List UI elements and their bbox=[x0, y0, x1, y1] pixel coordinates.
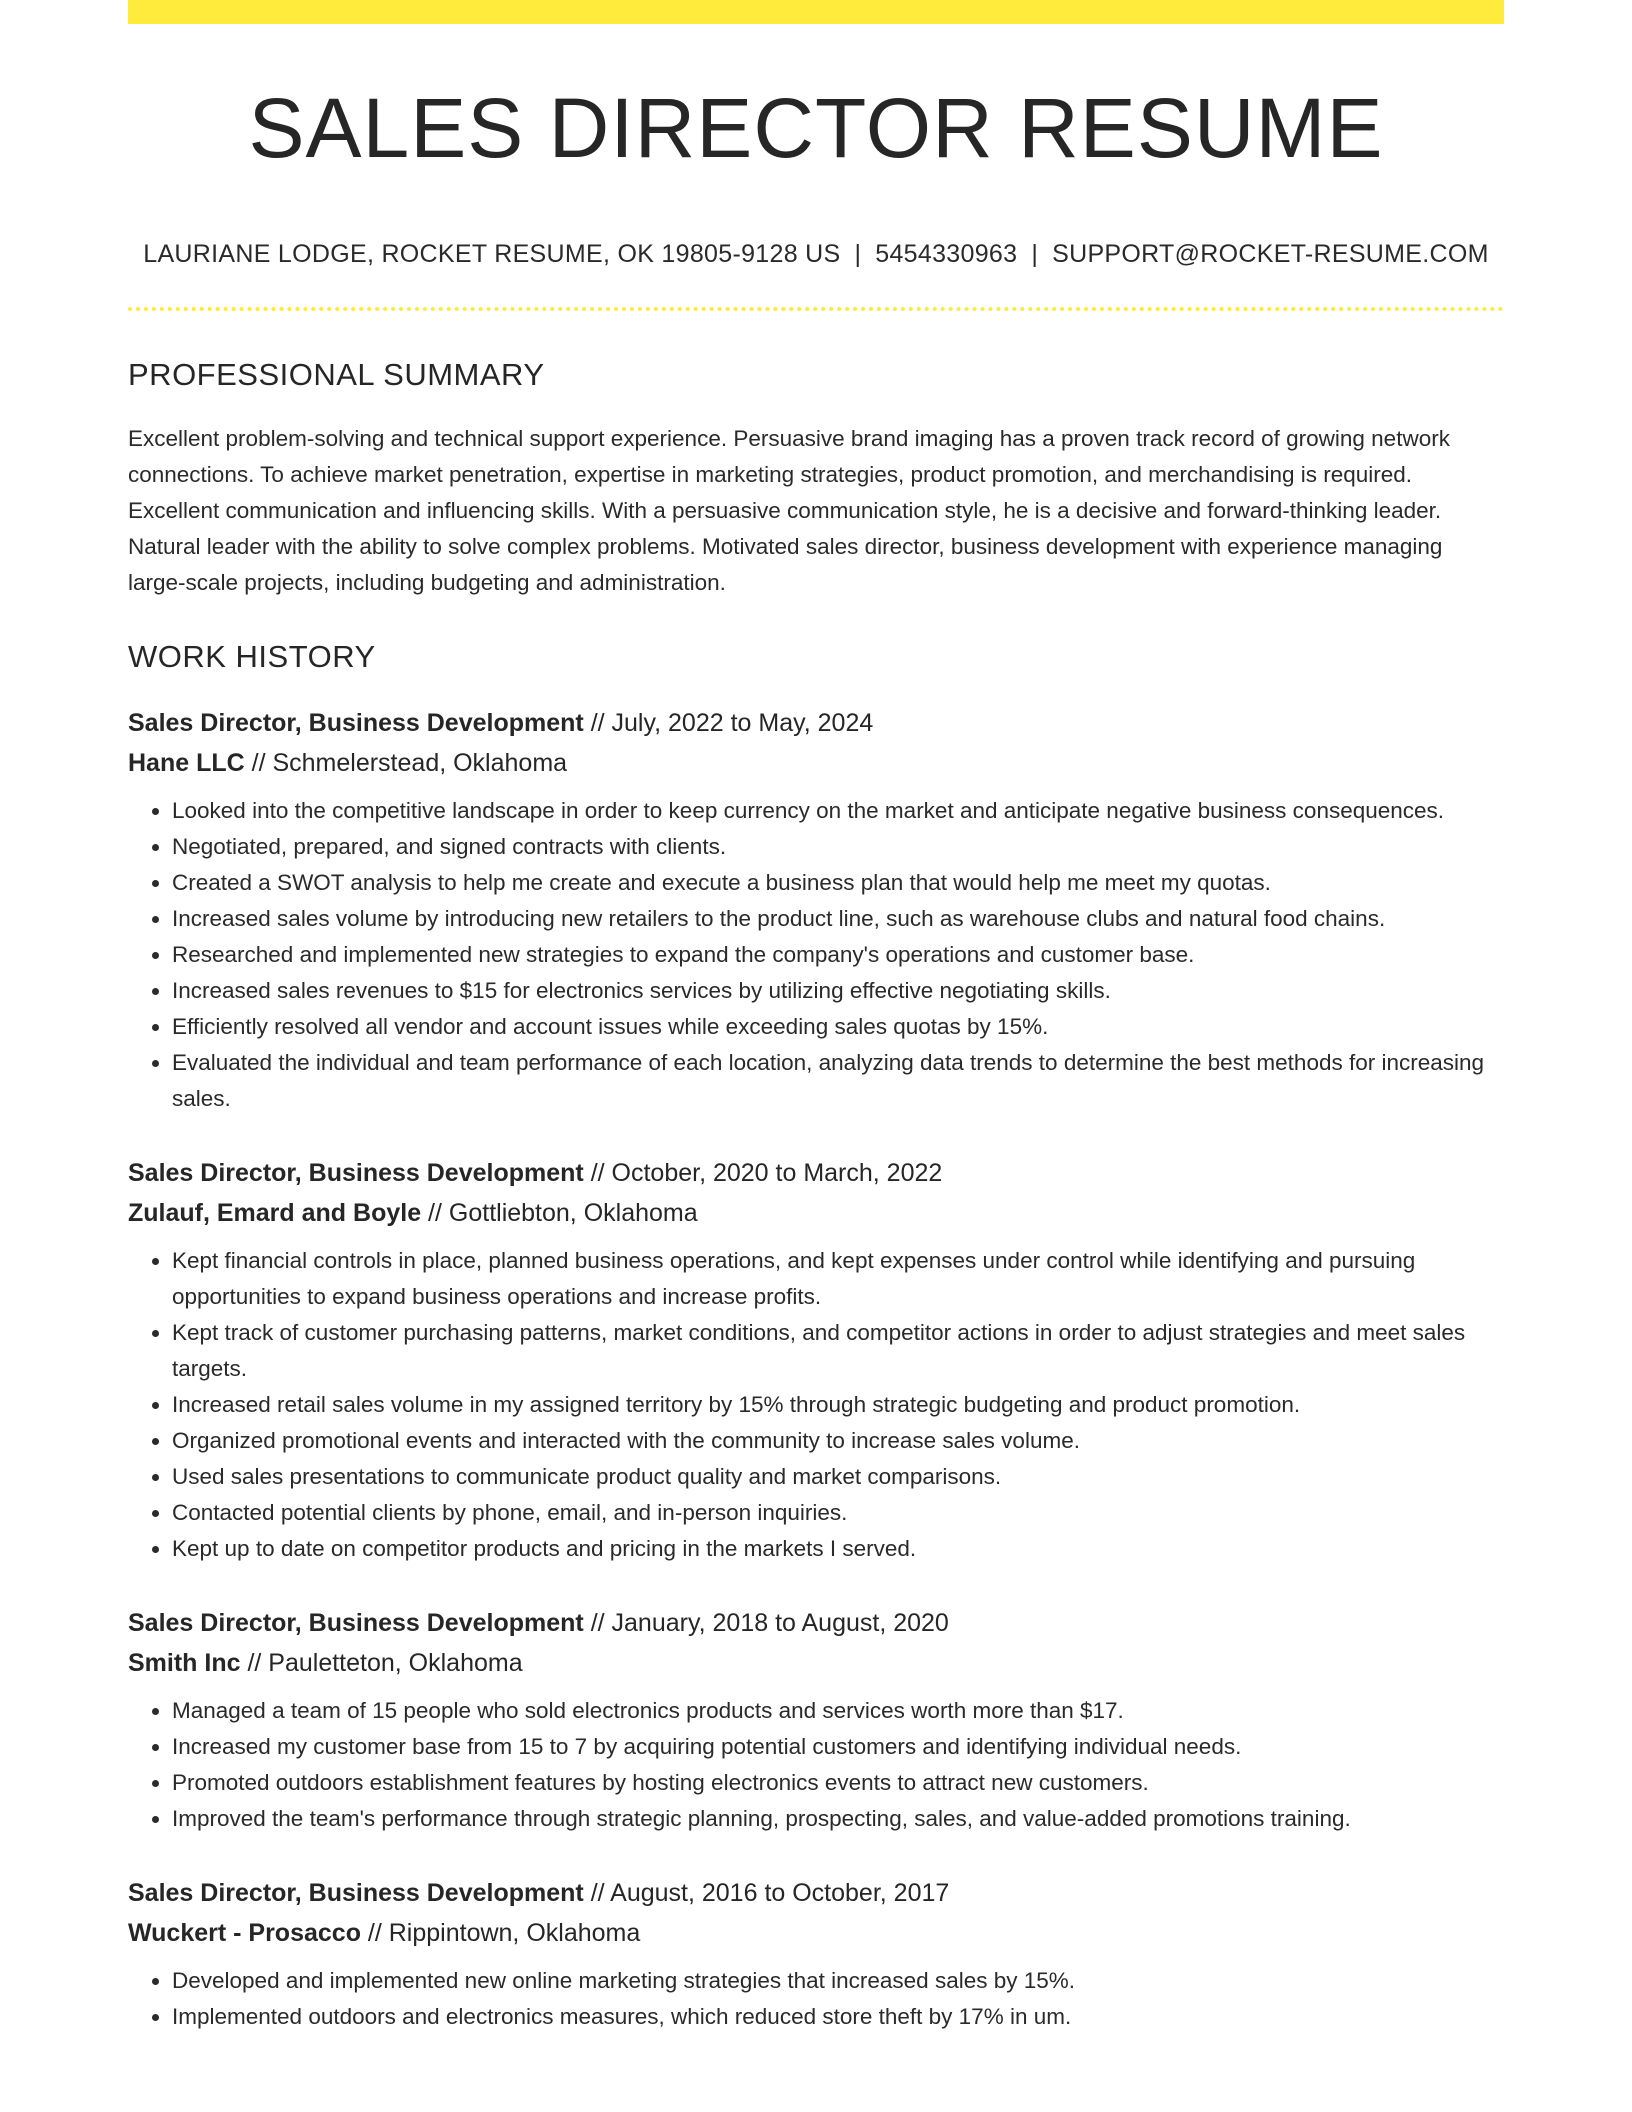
list-item: • Increased retail sales volume in my assigned territory by 15% through strategic budgeting and product promotion. bbox=[172, 1387, 1504, 1423]
list-item: • Managed a team of 15 people who sold electronics products and services worth more than $17. bbox=[172, 1693, 1504, 1729]
list-item: • Implemented outdoors and electronics measures, which reduced store theft by 17% in um. bbox=[172, 1999, 1504, 2035]
company-location: // Pauletteton, Oklahoma bbox=[240, 1649, 523, 1677]
job-entry bbox=[128, 1873, 1504, 2035]
job-entry bbox=[128, 703, 1504, 1117]
list-item: • Promoted outdoors establishment features by hosting electronics events to attract new customers. bbox=[172, 1765, 1504, 1801]
job-dates: // January, 2018 to August, 2020 bbox=[583, 1609, 949, 1637]
company-location: // Rippintown, Oklahoma bbox=[360, 1919, 641, 1947]
job-entry bbox=[128, 1153, 1504, 1567]
company-name: Zulauf, Emard and Boyle bbox=[128, 1199, 422, 1227]
list-item: • Increased my customer base from 15 to 7 by acquiring potential customers and identifying individual needs. bbox=[172, 1729, 1504, 1765]
list-item: • Kept financial controls in place, planned business operations, and kept expenses under control while identifying and pursuing opportunities to expand business operations and increase profits. bbox=[172, 1243, 1504, 1315]
job-entry bbox=[128, 1603, 1504, 1837]
list-item: • Kept track of customer purchasing patterns, market conditions, and competitor actions in order to adjust strategies and meet sales targets. bbox=[172, 1315, 1504, 1387]
company-location: // Schmelerstead, Oklahoma bbox=[244, 749, 568, 777]
list-item: • Increased sales volume by introducing new retailers to the product line, such as warehouse clubs and natural food chains. bbox=[172, 901, 1504, 937]
job-title-line bbox=[128, 1873, 1504, 1913]
contact-separator: | bbox=[854, 240, 862, 268]
company-name: Smith Inc bbox=[128, 1649, 241, 1677]
accent-top-bar bbox=[128, 0, 1504, 24]
list-item: • Kept up to date on competitor products and pricing in the markets I served. bbox=[172, 1531, 1504, 1567]
job-title: Sales Director, Business Development bbox=[128, 1609, 584, 1637]
list-item: • Evaluated the individual and team performance of each location, analyzing data trends to determine the best methods for increasing sales. bbox=[172, 1045, 1504, 1117]
summary-heading: PROFESSIONAL SUMMARY bbox=[128, 357, 545, 392]
list-item: • Created a SWOT analysis to help me create and execute a business plan that would help me meet my quotas. bbox=[172, 865, 1504, 901]
job-dates: // August, 2016 to October, 2017 bbox=[583, 1879, 950, 1907]
list-item: • Improved the team's performance through strategic planning, prospecting, sales, and value-added promotions training. bbox=[172, 1801, 1504, 1837]
job-title-line bbox=[128, 1153, 1504, 1193]
contact-phone: 5454330963 bbox=[875, 240, 1018, 268]
contact-email: SUPPORT@ROCKET-RESUME.COM bbox=[1052, 240, 1489, 268]
company-name: Hane LLC bbox=[128, 749, 245, 777]
list-item: • Efficiently resolved all vendor and account issues while exceeding sales quotas by 15%. bbox=[172, 1009, 1504, 1045]
duty-list bbox=[128, 1243, 1504, 1567]
job-title-line bbox=[128, 1603, 1504, 1643]
list-item: • Developed and implemented new online marketing strategies that increased sales by 15%. bbox=[172, 1963, 1504, 1999]
list-item: • Researched and implemented new strategies to expand the company's operations and customer base. bbox=[172, 937, 1504, 973]
company-line bbox=[128, 1913, 1504, 1953]
job-title: Sales Director, Business Development bbox=[128, 1879, 584, 1907]
job-title: Sales Director, Business Development bbox=[128, 1159, 584, 1187]
job-dates: // July, 2022 to May, 2024 bbox=[583, 709, 874, 737]
company-line bbox=[128, 1643, 1504, 1683]
job-title-line bbox=[128, 703, 1504, 743]
list-item: • Organized promotional events and interacted with the community to increase sales volume. bbox=[172, 1423, 1504, 1459]
company-line bbox=[128, 1193, 1504, 1233]
duty-list bbox=[128, 793, 1504, 1117]
company-name: Wuckert - Prosacco bbox=[128, 1919, 361, 1947]
contact-separator: | bbox=[1031, 240, 1039, 268]
list-item: • Increased sales revenues to $15 for electronics services by utilizing effective negotiating skills. bbox=[172, 973, 1504, 1009]
job-title: Sales Director, Business Development bbox=[128, 709, 584, 737]
contact-address: LAURIANE LODGE, ROCKET RESUME, OK 19805-9128 US bbox=[143, 240, 841, 268]
company-location: // Gottliebton, Oklahoma bbox=[421, 1199, 698, 1227]
company-line bbox=[128, 743, 1504, 783]
list-item: • Contacted potential clients by phone, email, and in-person inquiries. bbox=[172, 1495, 1504, 1531]
list-item: • Used sales presentations to communicate product quality and market comparisons. bbox=[172, 1459, 1504, 1495]
list-item: • Negotiated, prepared, and signed contracts with clients. bbox=[172, 829, 1504, 865]
duty-list bbox=[128, 1693, 1504, 1837]
job-dates: // October, 2020 to March, 2022 bbox=[583, 1159, 943, 1187]
contact-line bbox=[128, 240, 1504, 269]
list-item: • Looked into the competitive landscape in order to keep currency on the market and anticipate negative business consequences. bbox=[172, 793, 1504, 829]
dotted-divider bbox=[128, 307, 1504, 311]
summary-text: Excellent problem-solving and technical support experience. Persuasive brand imaging has a proven track record of growing network connections. To achieve market penetration, expertise in marketing strategies, product promotion, and merchandising is required. Excellent communication and influencing skills. With a persuasive communication style, he is a decisive and forward-thinking leader. Natural leader with the ability to solve complex problems. Motivated sales director, business development with experience managing large-scale projects, including budgeting and administration. bbox=[128, 426, 1450, 595]
duty-list bbox=[128, 1963, 1504, 2035]
page-title: SALES DIRECTOR RESUME bbox=[248, 81, 1384, 175]
work-history-heading: WORK HISTORY bbox=[128, 639, 376, 674]
resume-page bbox=[128, 0, 1504, 2035]
